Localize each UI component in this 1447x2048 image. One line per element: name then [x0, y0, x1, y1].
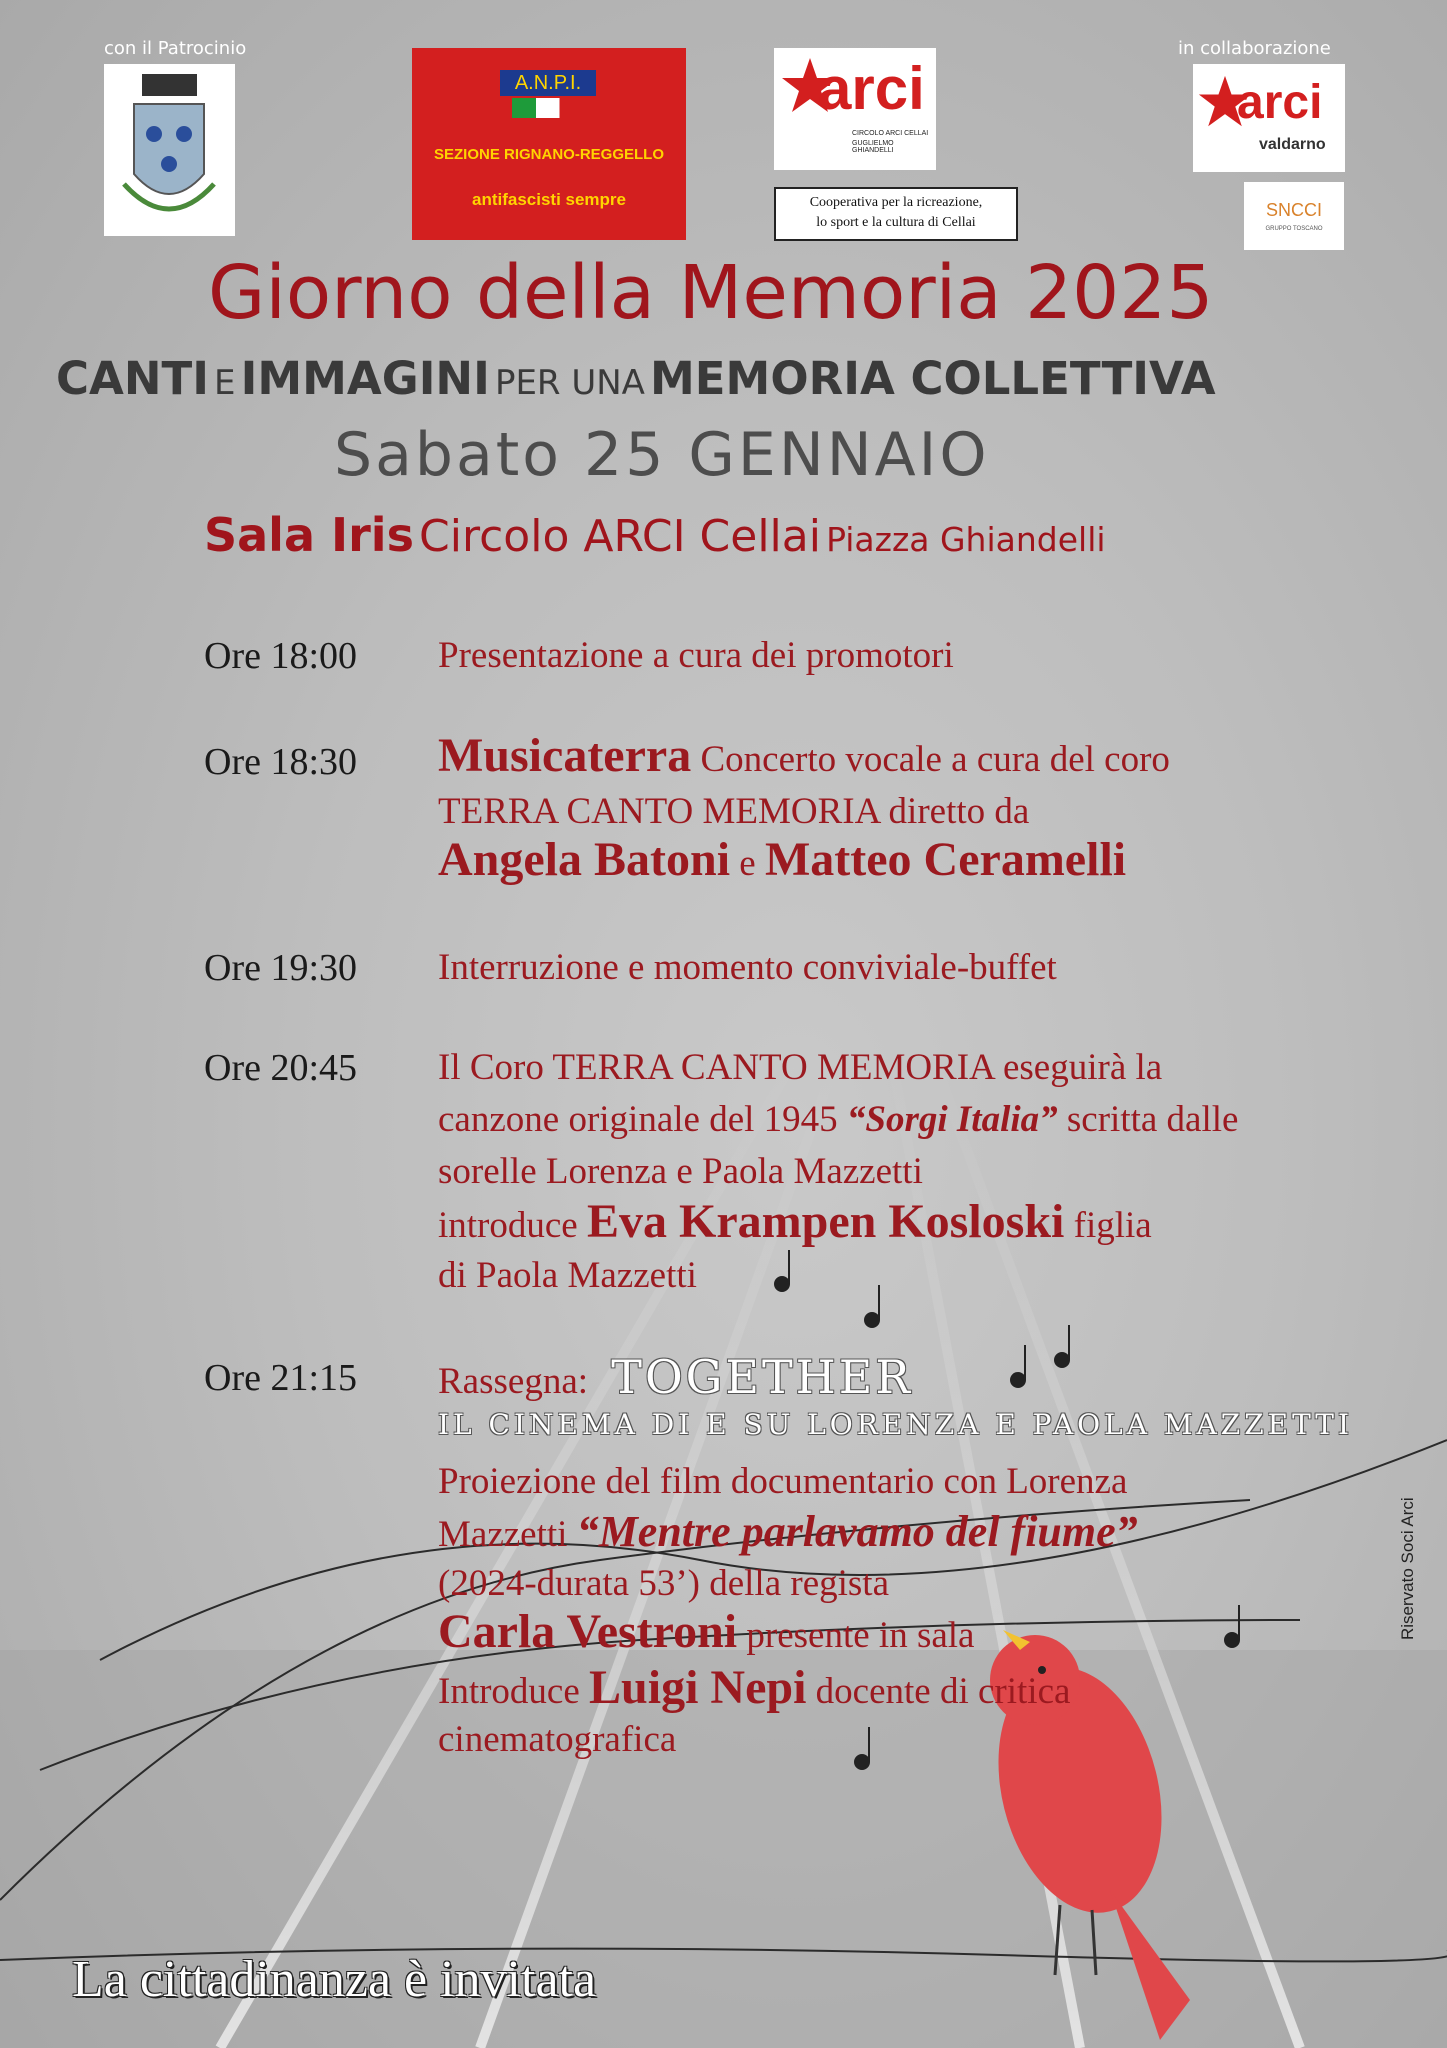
schedule-time: Ore 18:00 [204, 635, 358, 677]
event-text: Concerto vocale a cura del coro [700, 739, 1170, 780]
schedule-event-line: sorelle Lorenza e Paola Mazzetti [438, 1151, 923, 1192]
anpi-section: SEZIONE RIGNANO-REGGELLO [433, 146, 664, 163]
schedule-event-line [438, 1194, 1152, 1249]
anpi-logo [412, 48, 686, 240]
arci-cellai-sub1: CIRCOLO ARCI CELLAI [852, 130, 929, 137]
schedule-time: Ore 18:30 [204, 741, 358, 783]
schedule-event-line: cinematografica [438, 1719, 677, 1760]
subtitle-word: PER UNA [494, 363, 645, 403]
schedule-event-line: Proiezione del film documentario con Lorenza [438, 1461, 1128, 1502]
schedule-event: Presentazione a cura dei promotori [438, 635, 954, 676]
event-text: figlia [1064, 1205, 1152, 1246]
schedule-event-line [438, 832, 1126, 887]
patrocinio-caption: con il Patrocinio [104, 38, 247, 59]
schedule-event-line: di Paola Mazzetti [438, 1255, 697, 1296]
series-title: TOGETHER [611, 1350, 914, 1404]
song-title: “Sorgi Italia” [846, 1099, 1058, 1140]
arci-valdarno-sub: valdarno [1259, 136, 1326, 153]
event-text: introduce [438, 1205, 587, 1246]
cooperativa-logo [774, 187, 1018, 241]
event-text: canzone originale del 1945 [438, 1099, 847, 1140]
collaborazione-caption: in collaborazione [1178, 38, 1331, 59]
anpi-flag [512, 98, 584, 118]
schedule-event-line: TERRA CANTO MEMORIA diretto da [438, 791, 1030, 832]
schedule-event: Il Coro TERRA CANTO MEMORIA eseguirà la [438, 1047, 1163, 1088]
guest-name: Luigi Nepi [589, 1661, 807, 1714]
arci-cellai-logo [774, 48, 936, 170]
schedule-event-line [438, 1660, 1070, 1715]
subtitle-word: E [214, 363, 236, 403]
event-venue [204, 508, 1106, 562]
event-text: scritta dalle [1057, 1099, 1239, 1140]
venue-name: Sala Iris [204, 508, 414, 562]
schedule-time: Ore 21:15 [204, 1357, 358, 1399]
event-title: Giorno della Memoria 2025 [208, 250, 1214, 336]
schedule-event [438, 1350, 913, 1404]
director-name: Angela Batoni [438, 833, 731, 886]
guest-name: Eva Krampen Kosloski [586, 1195, 1065, 1248]
cooperativa-line1: Cooperativa per la ricreazione, [809, 195, 983, 210]
event-date: Sabato 25 GENNAIO [334, 420, 990, 490]
sncci-logo [1244, 182, 1344, 250]
series-subtitle: IL CINEMA DI E SU LORENZA E PAOLA MAZZETTI [438, 1408, 1354, 1441]
anpi-motto: antifascisti sempre [471, 190, 626, 209]
conjunction: e [739, 843, 756, 884]
schedule-event-line [438, 1506, 1138, 1557]
event-text: Mazzetti [438, 1514, 577, 1555]
director-name: Matteo Ceramelli [764, 833, 1127, 886]
film-title: “Mentre parlavamo del fiume” [576, 1507, 1138, 1556]
reserved-label: Riservato Soci Arci [1398, 1497, 1417, 1640]
coat-of-arms-icon [104, 64, 235, 236]
arci-valdarno-name: arci [1237, 76, 1323, 129]
arci-cellai-sub2: GUGLIELMO GHIANDELLI [852, 140, 894, 154]
schedule-event-line: (2024-durata 53’) della regista [438, 1563, 890, 1604]
event-text: presente in sala [737, 1615, 975, 1656]
schedule-event: Interruzione e momento conviviale-buffet [438, 947, 1057, 988]
subtitle-word: CANTI [56, 352, 209, 405]
event-subtitle [56, 352, 1216, 405]
schedule-event [438, 728, 1170, 783]
schedule-event-line [438, 1098, 1238, 1141]
schedule-time: Ore 20:45 [204, 1047, 358, 1089]
venue-circolo: Circolo ARCI Cellai [419, 511, 821, 562]
sncci-sub: GRUPPO TOSCANO [1265, 226, 1323, 232]
event-text: Introduce [438, 1671, 590, 1712]
schedule-event-line [438, 1604, 974, 1659]
director-name: Carla Vestroni [438, 1605, 738, 1658]
subtitle-word: IMMAGINI [240, 352, 490, 405]
anpi-name: A.N.P.I. [500, 70, 596, 96]
comune-coat-of-arms-logo [104, 64, 235, 236]
sncci-name: SNCCI [1265, 200, 1322, 220]
schedule-time: Ore 19:30 [204, 947, 358, 989]
cooperativa-line2: lo sport e la cultura di Cellai [816, 215, 976, 230]
group-name: Musicaterra [438, 729, 692, 782]
venue-address: Piazza Ghiandelli [826, 520, 1106, 559]
event-label: Rassegna: [438, 1361, 589, 1402]
arci-cellai-name: arci [818, 55, 925, 122]
event-text: docente di critica [806, 1671, 1071, 1712]
arci-valdarno-logo [1193, 64, 1345, 172]
invitation-text: La cittadinanza è invitata [72, 1951, 597, 2008]
subtitle-word: MEMORIA COLLETTIVA [650, 352, 1216, 405]
